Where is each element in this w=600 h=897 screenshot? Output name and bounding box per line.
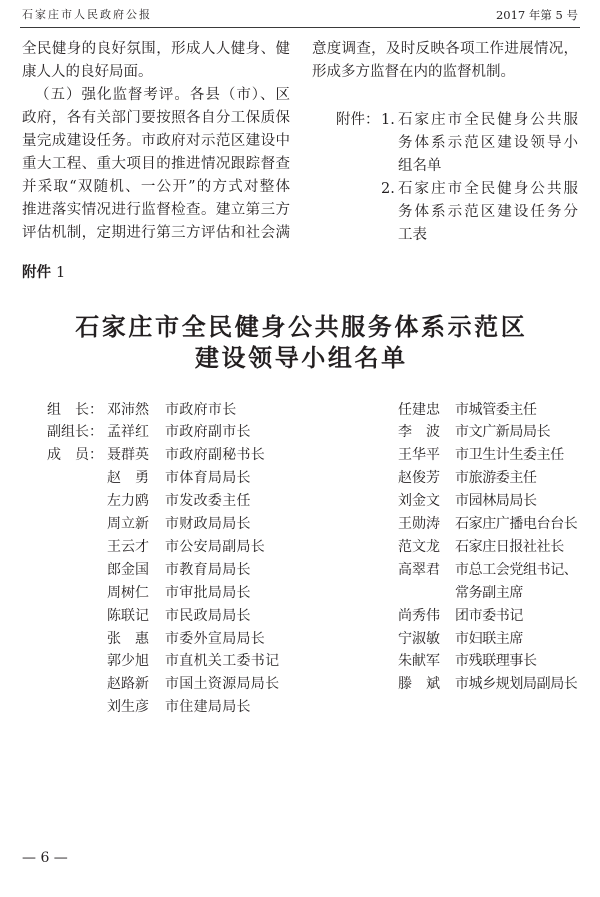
body-line: 量完成建设任务。市政府对示范区建设中 <box>22 133 290 149</box>
member-row <box>398 673 577 696</box>
annex-label: 附件 <box>22 265 51 281</box>
member-row <box>398 605 577 628</box>
member-name: 李 波 <box>398 424 440 441</box>
body-line: 推进落实情况进行监督检查。建立第三方 <box>22 202 290 218</box>
member-position: 市住建局局长 <box>165 699 251 716</box>
member-row <box>47 467 279 490</box>
member-name: 赵 勇 <box>107 470 149 487</box>
member-row <box>398 628 577 651</box>
member-row <box>47 673 279 696</box>
member-name: 赵俊芳 <box>398 470 440 487</box>
member-position: 市城乡规划局副局长 <box>455 676 578 693</box>
annex-heading <box>22 264 65 282</box>
member-name: 高翠君 <box>398 561 440 578</box>
member-row <box>398 536 577 559</box>
member-row <box>47 444 279 467</box>
attachment-item <box>381 109 578 178</box>
member-name: 王勋涛 <box>398 516 440 533</box>
member-name: 周树仁 <box>107 584 149 601</box>
member-position: 市卫生计生委主任 <box>455 447 564 464</box>
member-role: 副组长： <box>47 424 103 441</box>
member-row <box>47 399 279 422</box>
member-position-line: 常务副主席 <box>455 584 523 601</box>
annex-number: 1 <box>56 265 66 281</box>
member-name: 宁淑敏 <box>398 630 440 647</box>
member-position: 市妇联主席 <box>455 630 523 647</box>
paragraph <box>22 84 290 245</box>
member-row <box>398 444 577 467</box>
member-list-left <box>47 399 279 720</box>
member-row <box>47 536 279 559</box>
attachment-line: 石家庄市全民健身公共服 <box>398 181 578 197</box>
member-name: 聂群英 <box>107 447 149 464</box>
body-line: 重大工程、重大项目的推进情况跟踪督查 <box>22 156 290 172</box>
member-name: 刘金文 <box>398 493 440 510</box>
annex-title-line: 建设领导小组名单 <box>194 343 408 372</box>
member-list-right <box>398 399 577 697</box>
body-line: 政府，各有关部门要按照各自分工保质保 <box>22 110 290 126</box>
paragraph <box>22 38 290 84</box>
member-position: 市公安局副局长 <box>165 538 266 555</box>
body-line: 全民健身的良好氛围，形成人人健身、健 <box>22 41 290 57</box>
member-position: 市国土资源局局长 <box>165 676 280 693</box>
annex-title <box>0 311 600 373</box>
body-line: 康人人的良好局面。 <box>22 64 153 80</box>
member-row <box>398 490 577 513</box>
member-position: 市文广新局局长 <box>455 424 551 441</box>
member-row <box>47 582 279 605</box>
member-row <box>398 650 577 673</box>
body-line <box>22 84 290 107</box>
publication-title: 石家庄市人民政府公报 <box>22 8 152 21</box>
member-row <box>398 399 577 422</box>
member-role: 成 员： <box>47 447 103 464</box>
member-name: 朱献军 <box>398 653 440 670</box>
member-name: 王云才 <box>107 538 149 555</box>
member-row <box>47 513 279 536</box>
member-position: 市政府市长 <box>165 401 237 418</box>
member-row <box>398 467 577 490</box>
body-text: 各县（市）、区 <box>189 87 291 103</box>
member-name: 孟祥红 <box>107 424 149 441</box>
member-name: 赵路新 <box>107 676 149 693</box>
attachment-item <box>381 178 578 247</box>
member-position: 市财政局局长 <box>165 516 251 533</box>
attachment-line: 石家庄市全民健身公共服 <box>398 112 578 128</box>
member-name: 郭少旭 <box>107 653 149 670</box>
member-name: 刘生彦 <box>107 699 149 716</box>
member-position <box>455 559 577 605</box>
member-name: 郎金国 <box>107 561 149 578</box>
section-heading: （五）强化监督考评。 <box>35 87 190 103</box>
member-name: 陈联记 <box>107 607 149 624</box>
attachment-line: 务体系示范区建设领导小 <box>398 135 578 151</box>
member-position: 团市委书记 <box>455 607 523 624</box>
member-name: 尚秀伟 <box>398 607 440 624</box>
member-position: 市旅游委主任 <box>455 470 537 487</box>
left-column <box>22 38 290 245</box>
attachment-number: 2. <box>381 181 395 197</box>
member-position: 市教育局局长 <box>165 561 251 578</box>
member-name: 张 惠 <box>107 630 149 647</box>
member-name: 任建忠 <box>398 401 440 418</box>
member-position: 市民政局局长 <box>165 607 251 624</box>
member-row <box>47 605 279 628</box>
member-position: 市政府副秘书长 <box>165 447 266 464</box>
attachment-title <box>398 178 578 247</box>
member-position: 石家庄广播电台台长 <box>455 516 578 533</box>
member-position: 市委外宣局局长 <box>165 630 266 647</box>
right-column <box>312 38 578 84</box>
body-line: 意度调查，及时反映各项工作进展情况， <box>312 41 578 57</box>
member-name: 范文龙 <box>398 538 440 555</box>
header-rule <box>20 27 580 28</box>
attachment-number: 1. <box>381 112 395 128</box>
member-position: 石家庄日报社社长 <box>455 538 564 555</box>
attachment-line: 工表 <box>398 227 427 243</box>
annex-title-line: 石家庄市全民健身公共服务体系示范区 <box>75 312 528 341</box>
member-row <box>47 628 279 651</box>
member-position: 市发改委主任 <box>165 493 251 510</box>
body-line: 评估机制，定期进行第三方评估和社会满 <box>22 225 290 241</box>
member-row <box>47 559 279 582</box>
member-row <box>398 421 577 444</box>
member-row <box>398 559 577 605</box>
member-row <box>398 513 577 536</box>
member-position-line: 市总工会党组书记、 <box>455 561 578 578</box>
member-position: 市直机关工委书记 <box>165 653 280 670</box>
attachments-list <box>336 109 578 247</box>
member-position: 市残联理事长 <box>455 653 537 670</box>
member-name: 王华平 <box>398 447 440 464</box>
member-name: 周立新 <box>107 516 149 533</box>
member-position: 市政府副市长 <box>165 424 251 441</box>
attachment-title <box>398 109 578 178</box>
page-number: — 6 — <box>22 850 68 866</box>
member-position: 市城管委主任 <box>455 401 537 418</box>
member-position: 市体育局局长 <box>165 470 251 487</box>
attachments-label: 附件： <box>336 112 380 128</box>
member-name: 左力鸥 <box>107 493 149 510</box>
body-line: 形成多方监督在内的监督机制。 <box>312 64 515 80</box>
attachment-line: 组名单 <box>398 158 442 174</box>
body-line: 并采取“双随机、一公开”的方式对整体 <box>22 179 290 195</box>
member-position: 市园林局局长 <box>455 493 537 510</box>
member-name: 滕 斌 <box>398 676 440 693</box>
member-name: 邓沛然 <box>107 401 149 418</box>
member-row <box>47 490 279 513</box>
attachment-line: 务体系示范区建设任务分 <box>398 204 578 220</box>
member-row <box>47 650 279 673</box>
member-row <box>47 421 279 444</box>
paragraph <box>312 38 578 84</box>
member-role: 组 长： <box>47 401 103 418</box>
issue-number: 2017 年第 5 号 <box>495 8 578 22</box>
member-position: 市审批局局长 <box>165 584 251 601</box>
member-row <box>47 696 279 719</box>
